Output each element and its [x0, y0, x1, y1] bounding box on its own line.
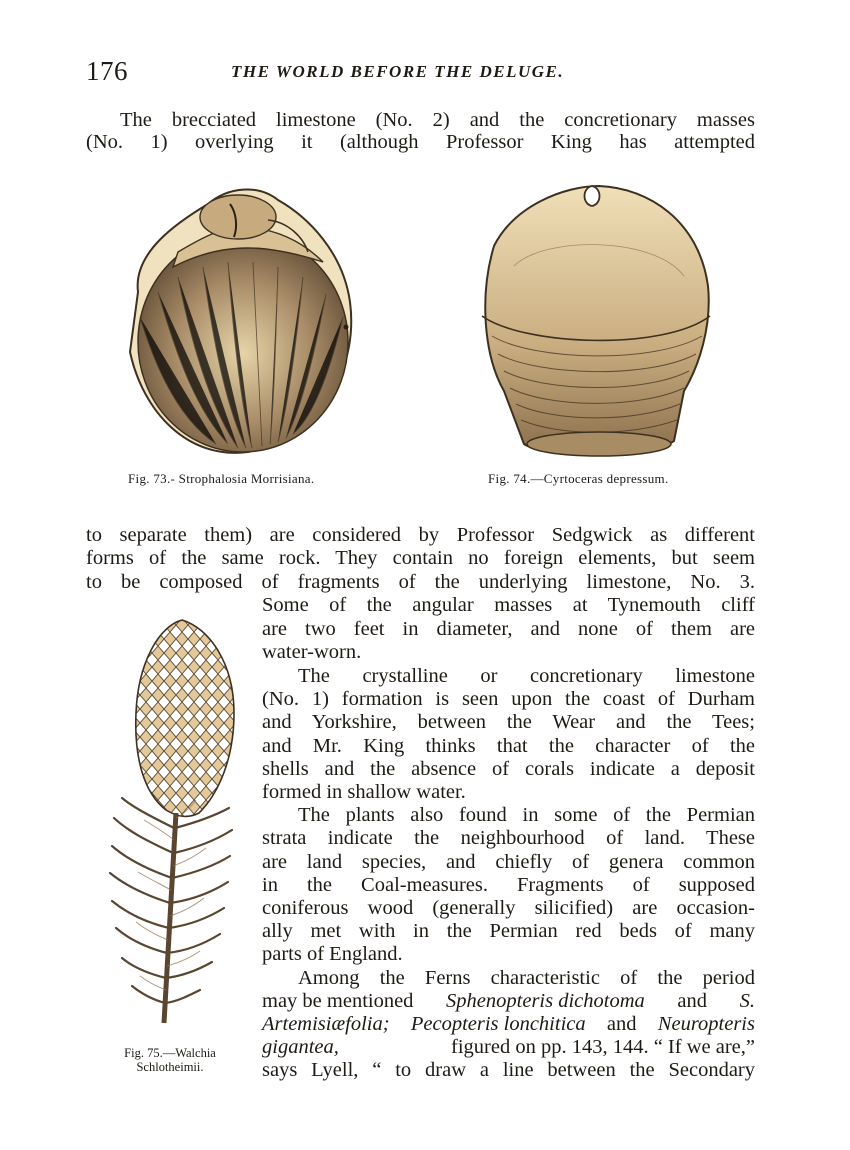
italic-neuropteris: Neuropteris [657, 1013, 755, 1035]
column-line-8: shells and the absence of corals indicate a deposit [262, 758, 755, 780]
figure-73-caption: Fig. 73.- Strophalosia Morrisiana. [128, 471, 315, 486]
column-line-18 [262, 989, 755, 1013]
column-line-11: strata indicate the neighbourhood of land. These [262, 827, 755, 849]
column-line-5: (No. 1) formation is seen upon the coast of Durham [262, 688, 755, 710]
body-line-5: to be composed of fragments of the underlying limestone, No. 3. [86, 571, 755, 593]
figure-75-walchia [104, 618, 244, 1038]
column-line-21: says Lyell, “ to draw a line between the Secondary [262, 1059, 755, 1081]
cyrtoceras-engraving-icon [474, 176, 714, 460]
figure-74-caption: Fig. 74.—Cyrtoceras depressum. [488, 471, 669, 486]
figure-74-cyrtoceras [474, 176, 714, 460]
figure-75-caption-line-1: Fig. 75.—Walchia [124, 1046, 216, 1060]
column-line-9: formed in shallow water. [262, 781, 466, 803]
column-line-17: Among the Ferns characteristic of the period [298, 967, 755, 989]
italic-s-abbrev: S. [739, 990, 755, 1012]
italic-gigantea: gigantea, [262, 1036, 339, 1058]
column-line-14: coniferous wood (generally silicified) are occasion- [262, 897, 755, 919]
line19-and: and [606, 1013, 637, 1035]
page-number: 176 [86, 56, 128, 86]
column-line-3: water-worn. [262, 641, 362, 663]
column-line-7: and Mr. King thinks that the character of the [262, 735, 755, 757]
column-line-12: are land species, and chiefly of genera common [262, 851, 755, 873]
body-line-2: (No. 1) overlying it (although Professor King has attempted [86, 131, 755, 153]
body-line-1: The brecciated limestone (No. 2) and the concretionary masses [120, 109, 755, 131]
column-line-15: ally met with in the Permian red beds of many [262, 920, 755, 942]
column-line-2: are two feet in diameter, and none of them are [262, 618, 755, 640]
column-line-6: and Yorkshire, between the Wear and the Tees; [262, 711, 755, 733]
body-line-4: forms of the same rock. They contain no foreign elements, but seem [86, 547, 755, 569]
column-line-10: The plants also found in some of the Permian [298, 804, 755, 826]
italic-sphenopteris: Sphenopteris dichotoma [446, 990, 645, 1012]
figure-75-caption [100, 1046, 240, 1074]
column-line-19 [262, 1012, 755, 1036]
column-line-1: Some of the angular masses at Tynemouth cliff [262, 594, 755, 616]
column-line-4: The crystalline or concretionary limestone [298, 665, 755, 687]
strophalosia-engraving-icon [118, 182, 364, 457]
column-line-16: parts of England. [262, 943, 403, 965]
italic-artemisiae: Artemisiæfolia; [262, 1013, 390, 1035]
line20-figured: figured on pp. 143, 144. “ If we are,” [451, 1036, 755, 1058]
column-line-13: in the Coal-measures. Fragments of supposed [262, 874, 755, 896]
body-line-3: to separate them) are considered by Professor Sedgwick as different [86, 524, 755, 546]
running-head: THE WORLD BEFORE THE DELUGE. [231, 62, 565, 81]
figure-73-strophalosia [118, 182, 364, 457]
column-line-20 [262, 1035, 755, 1059]
walchia-engraving-icon [104, 618, 244, 1038]
line18-and: and [677, 990, 707, 1012]
line18-roman: may be mentioned [262, 990, 414, 1012]
figure-75-caption-line-2: Schlotheimii. [136, 1060, 204, 1074]
italic-pecopteris: Pecopteris lonchitica [410, 1013, 586, 1035]
page-header [86, 56, 756, 90]
